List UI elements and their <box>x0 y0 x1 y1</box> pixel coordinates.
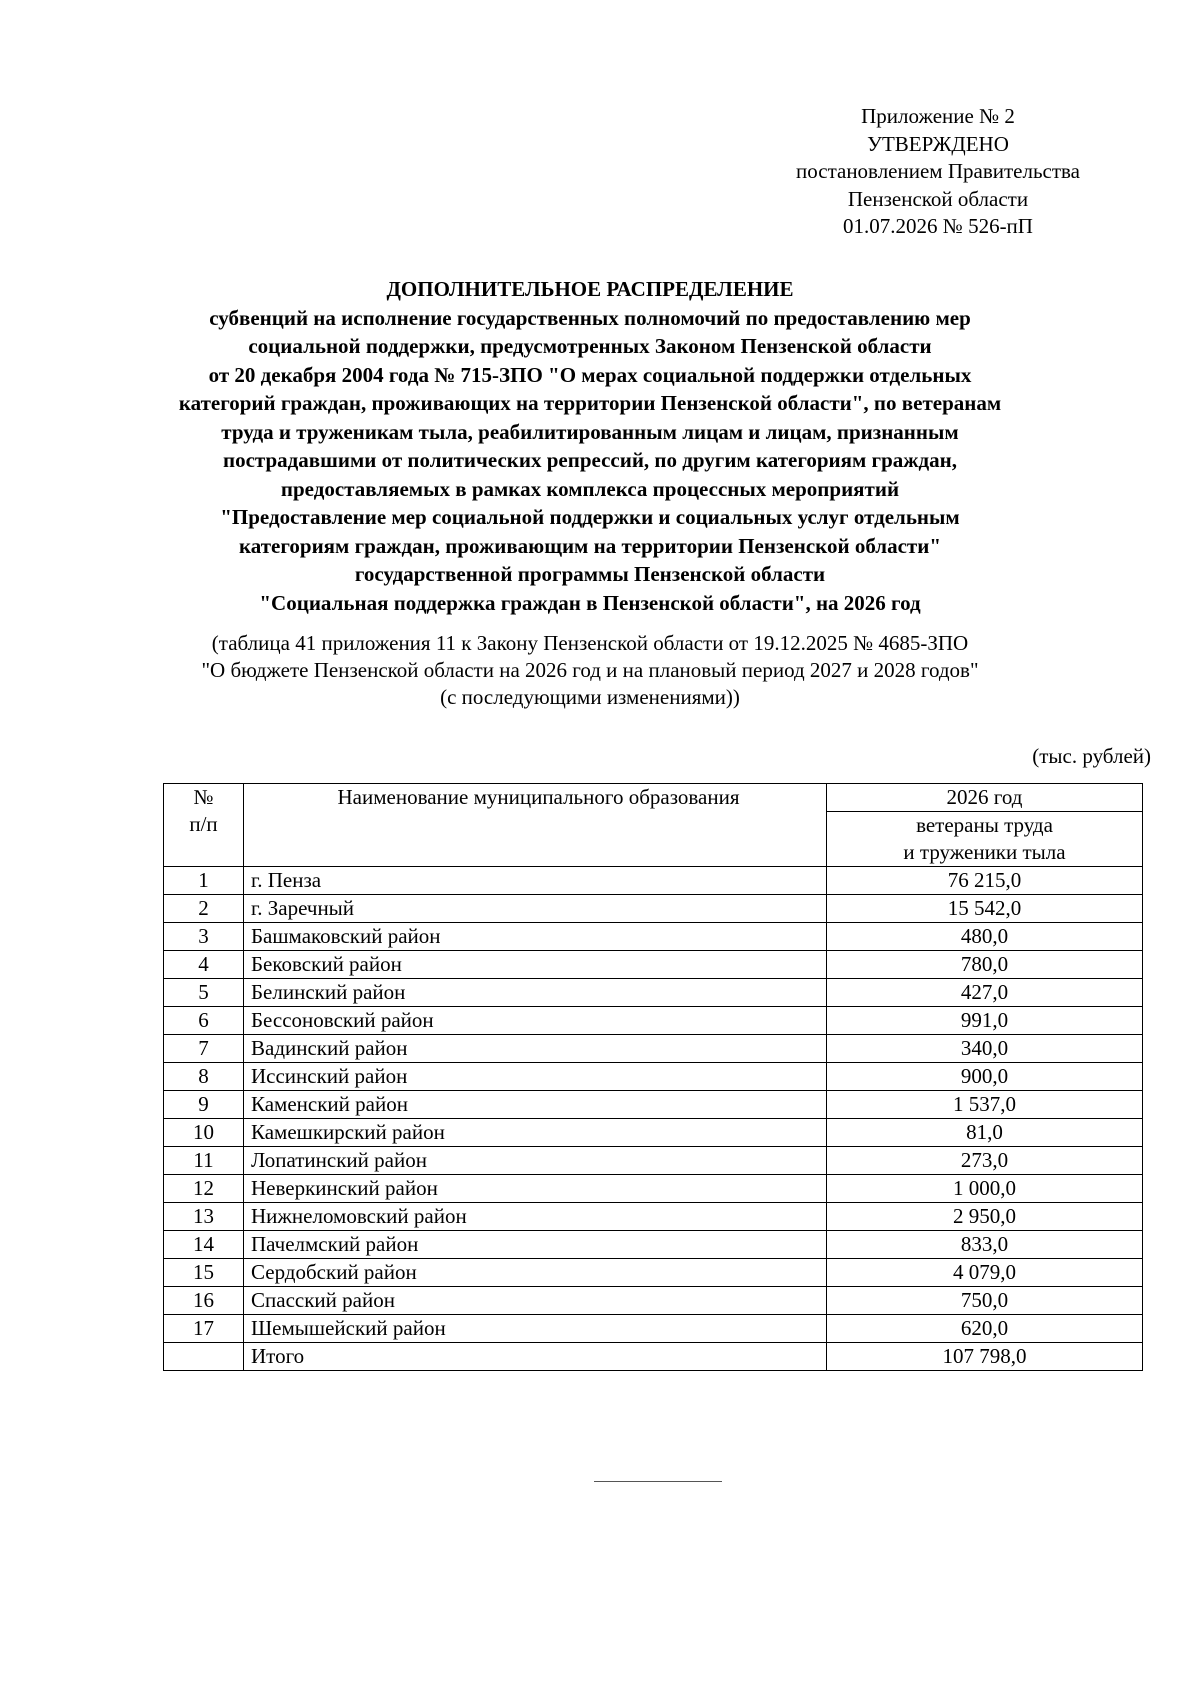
table-row <box>164 1287 1143 1315</box>
table-row <box>164 1175 1143 1203</box>
header-year: 2026 год <box>827 784 1143 812</box>
row-number: 5 <box>164 979 244 1007</box>
source-line: (таблица 41 приложения 11 к Закону Пензенской области от 19.12.2025 № 4685-ЗПО <box>211 631 969 655</box>
row-municipality: Неверкинский район <box>244 1175 827 1203</box>
total-row <box>164 1343 1143 1371</box>
title-line: "Социальная поддержка граждан в Пензенской области", на 2026 год <box>259 590 921 615</box>
row-number: 14 <box>164 1231 244 1259</box>
title-line: пострадавшими от политических репрессий, по другим категориям граждан, <box>223 448 957 472</box>
table-row <box>164 1259 1143 1287</box>
table-row <box>164 895 1143 923</box>
row-municipality: Каменский район <box>244 1091 827 1119</box>
header-municipality: Наименование муниципального образования <box>244 784 827 867</box>
row-number: 11 <box>164 1147 244 1175</box>
table-row <box>164 1147 1143 1175</box>
row-value: 107 798,0 <box>827 1343 1143 1371</box>
row-value: 900,0 <box>827 1063 1143 1091</box>
row-number: 13 <box>164 1203 244 1231</box>
row-number: 16 <box>164 1287 244 1315</box>
row-value: 1 537,0 <box>827 1091 1143 1119</box>
row-value: 76 215,0 <box>827 867 1143 895</box>
source-line: (с последующими изменениями)) <box>440 685 740 709</box>
row-number: 2 <box>164 895 244 923</box>
table-row <box>164 1063 1143 1091</box>
row-municipality: Лопатинский район <box>244 1147 827 1175</box>
approval-block <box>760 103 1116 241</box>
table-row <box>164 867 1143 895</box>
table-row <box>164 1007 1143 1035</box>
row-municipality: Иссинский район <box>244 1063 827 1091</box>
row-value: 2 950,0 <box>827 1203 1143 1231</box>
row-number: 17 <box>164 1315 244 1343</box>
table-body <box>164 867 1143 1371</box>
row-municipality: Камешкирский район <box>244 1119 827 1147</box>
row-number: 15 <box>164 1259 244 1287</box>
row-value: 1 000,0 <box>827 1175 1143 1203</box>
row-number: 12 <box>164 1175 244 1203</box>
row-value: 340,0 <box>827 1035 1143 1063</box>
row-number: 10 <box>164 1119 244 1147</box>
approved-by: постановлением Правительства <box>795 159 1080 183</box>
table-row <box>164 923 1143 951</box>
row-number: 1 <box>164 867 244 895</box>
title-line: государственной программы Пензенской области <box>354 562 826 586</box>
title-line: категорий граждан, проживающих на территории Пензенской области", по ветеранам <box>178 391 1002 415</box>
row-value: 620,0 <box>827 1315 1143 1343</box>
row-value: 15 542,0 <box>827 895 1143 923</box>
table-row <box>164 1035 1143 1063</box>
approved-label: УТВЕРЖДЕНО <box>867 131 1009 156</box>
table-row <box>164 1315 1143 1343</box>
table-row <box>164 1203 1143 1231</box>
table-row <box>164 979 1143 1007</box>
footer-divider <box>594 1481 722 1482</box>
title-line: субвенций на исполнение государственных полномочий по предоставлению мер <box>209 305 971 330</box>
row-value: 833,0 <box>827 1231 1143 1259</box>
row-municipality: Пачелмский район <box>244 1231 827 1259</box>
row-number: 8 <box>164 1063 244 1091</box>
appendix-number: Приложение № 2 <box>861 104 1015 128</box>
table-row <box>164 1231 1143 1259</box>
row-municipality: Вадинский район <box>244 1035 827 1063</box>
header-veterans: ветераны труда и труженики тыла <box>827 812 1143 867</box>
row-municipality: Шемышейский район <box>244 1315 827 1343</box>
source-reference <box>140 630 1040 711</box>
row-municipality: Итого <box>244 1343 827 1371</box>
title-line: труда и труженикам тыла, реабилитированным лицам и лицам, признанным <box>221 419 959 444</box>
row-municipality: Башмаковский район <box>244 923 827 951</box>
table-row <box>164 1119 1143 1147</box>
title-line: "Предоставление мер социальной поддержки и социальных услуг отдельным <box>220 505 960 529</box>
document-title <box>140 275 1040 617</box>
title-line: ДОПОЛНИТЕЛЬНОЕ РАСПРЕДЕЛЕНИЕ <box>386 277 794 301</box>
header-row <box>164 784 1143 812</box>
row-municipality: Сердобский район <box>244 1259 827 1287</box>
row-number: 9 <box>164 1091 244 1119</box>
row-municipality: г. Заречный <box>244 895 827 923</box>
row-value: 991,0 <box>827 1007 1143 1035</box>
header-number: № п/п <box>164 784 244 867</box>
distribution-table <box>163 783 1143 1371</box>
row-value: 427,0 <box>827 979 1143 1007</box>
row-value: 750,0 <box>827 1287 1143 1315</box>
units-label: (тыс. рублей) <box>1032 744 1151 768</box>
row-municipality: Бековский район <box>244 951 827 979</box>
source-line: "О бюджете Пензенской области на 2026 год и на плановый период 2027 и 2028 годов" <box>201 658 979 682</box>
row-municipality: Нижнеломовский район <box>244 1203 827 1231</box>
row-value: 81,0 <box>827 1119 1143 1147</box>
title-line: категориям граждан, проживающим на территории Пензенской области" <box>239 533 941 558</box>
resolution-date-number: 01.07.2026 № 526-пП <box>843 214 1033 238</box>
row-value: 480,0 <box>827 923 1143 951</box>
title-line: социальной поддержки, предусмотренных Законом Пензенской области <box>248 334 932 358</box>
table-row <box>164 951 1143 979</box>
row-number <box>164 1343 244 1371</box>
row-number: 7 <box>164 1035 244 1063</box>
row-municipality: Белинский район <box>244 979 827 1007</box>
table-row <box>164 1091 1143 1119</box>
row-municipality: Бессоновский район <box>244 1007 827 1035</box>
row-value: 4 079,0 <box>827 1259 1143 1287</box>
approved-by-region: Пензенской области <box>847 186 1029 211</box>
title-line: от 20 декабря 2004 года № 715-ЗПО "О мерах социальной поддержки отдельных <box>208 362 972 387</box>
row-value: 273,0 <box>827 1147 1143 1175</box>
row-municipality: Спасский район <box>244 1287 827 1315</box>
row-value: 780,0 <box>827 951 1143 979</box>
row-number: 6 <box>164 1007 244 1035</box>
title-line: предоставляемых в рамках комплекса процессных мероприятий <box>280 476 900 501</box>
row-municipality: г. Пенза <box>244 867 827 895</box>
row-number: 3 <box>164 923 244 951</box>
row-number: 4 <box>164 951 244 979</box>
